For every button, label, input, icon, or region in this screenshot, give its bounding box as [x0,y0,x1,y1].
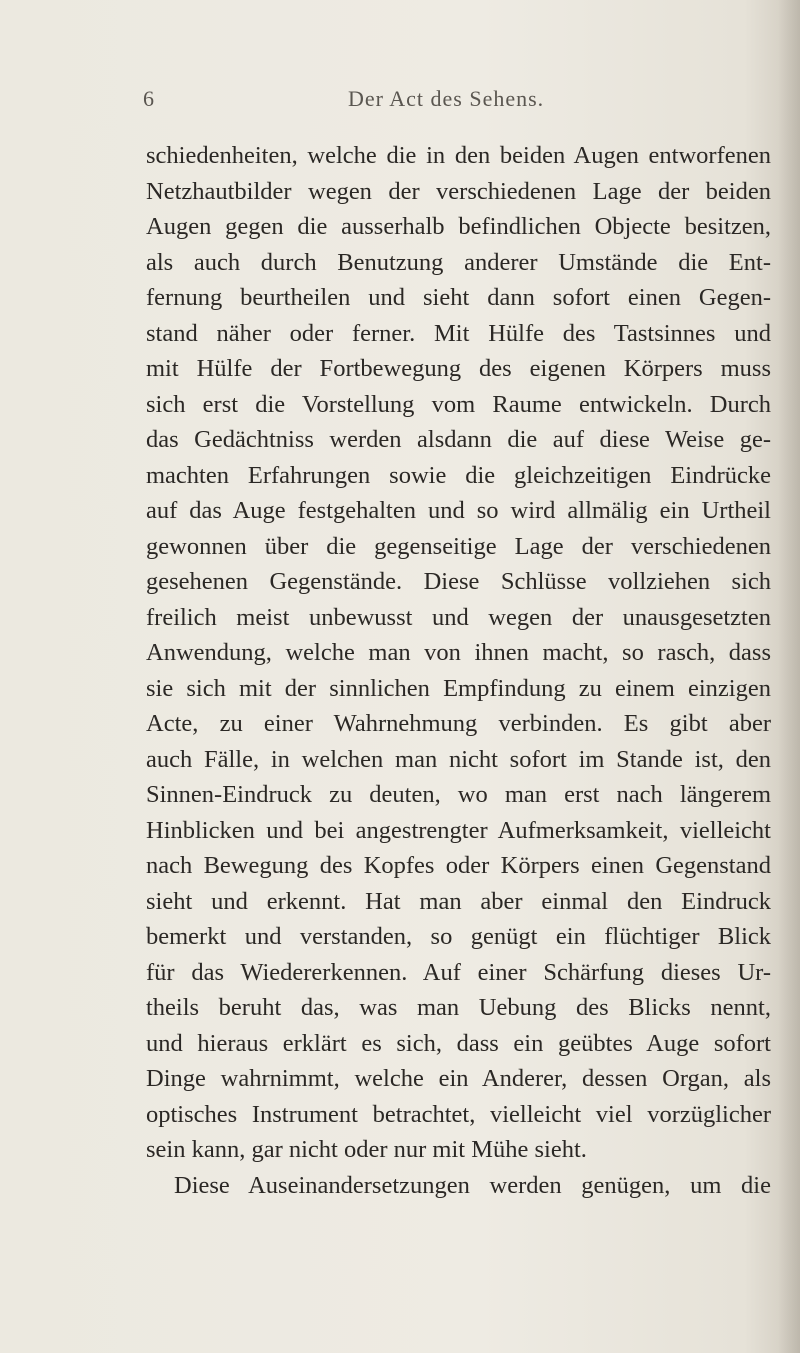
text-line: fernung beurtheilen und sieht dann sofort einen Gegen- [146,284,771,311]
text-line: sich erst die Vorstellung vom Raume entwickeln. Durch [146,390,771,418]
text-line: das Gedächtniss werden alsdann die auf diese Weise ge- [146,426,771,453]
text-line: sie sich mit der sinnlichen Empfindung zu einem einzigen [146,674,771,702]
text-line: bemerkt und verstanden, so genügt ein flüchtiger Blick [146,923,771,950]
text-line: auf das Auge festgehalten und so wird allmälig ein Urtheil [146,497,771,524]
text-line: stand näher oder ferner. Mit Hülfe des Tastsinnes und [146,319,771,347]
text-line: Hinblicken und bei angestrengter Aufmerksamkeit, vielleicht [146,816,771,844]
text-line: Netzhautbilder wegen der verschiedenen Lage der beiden [146,177,771,205]
text-line: auch Fälle, in welchen man nicht sofort im Stande ist, den [146,745,771,773]
text-line: schiedenheiten, welche die in den beiden Augen entworfenen [146,142,771,169]
text-line: nach Bewegung des Kopfes oder Körpers einen Gegenstand [146,852,771,879]
text-line: Acte, zu einer Wahrnehmung verbinden. Es gibt aber [146,710,771,737]
text-line: Diese Auseinandersetzungen werden genügen, um die [174,1171,771,1199]
text-line: Dinge wahrnimmt, welche ein Anderer, dessen Organ, als [146,1065,771,1092]
text-line: Anwendung, welche man von ihnen macht, so rasch, dass [146,639,771,666]
text-line: sieht und erkennt. Hat man aber einmal den Eindruck [146,887,771,915]
text-line: theils beruht das, was man Uebung des Blicks nennt, [146,994,771,1021]
page-number: 6 [143,86,154,111]
text-line: mit Hülfe der Fortbewegung des eigenen Körpers muss [146,355,771,382]
text-line: und hieraus erklärt es sich, dass ein geübtes Auge sofort [146,1029,771,1057]
page-header [0,86,800,116]
text-line: Augen gegen die ausserhalb befindlichen Objecte besitzen, [146,213,771,240]
text-line: Sinnen-Eindruck zu deuten, wo man erst nach längerem [146,781,771,808]
page-edge-shadow [778,0,800,1353]
text-line: machten Erfahrungen sowie die gleichzeitigen Eindrücke [146,461,771,489]
text-line: als auch durch Benutzung anderer Umstände die Ent- [146,248,771,276]
text-line: gesehenen Gegenstände. Diese Schlüsse vollziehen sich [146,568,771,595]
text-line: für das Wiedererkennen. Auf einer Schärfung dieses Ur- [146,958,771,986]
text-line: gewonnen über die gegenseitige Lage der verschiedenen [146,532,771,560]
body-text [146,138,771,1203]
text-line: sein kann, gar nicht oder nur mit Mühe sieht. [146,1136,587,1163]
text-line: optisches Instrument betrachtet, vielleicht viel vorzüglicher [146,1100,771,1128]
text-line: freilich meist unbewusst und wegen der unausgesetzten [146,603,771,631]
running-title: Der Act des Sehens. [348,86,545,111]
